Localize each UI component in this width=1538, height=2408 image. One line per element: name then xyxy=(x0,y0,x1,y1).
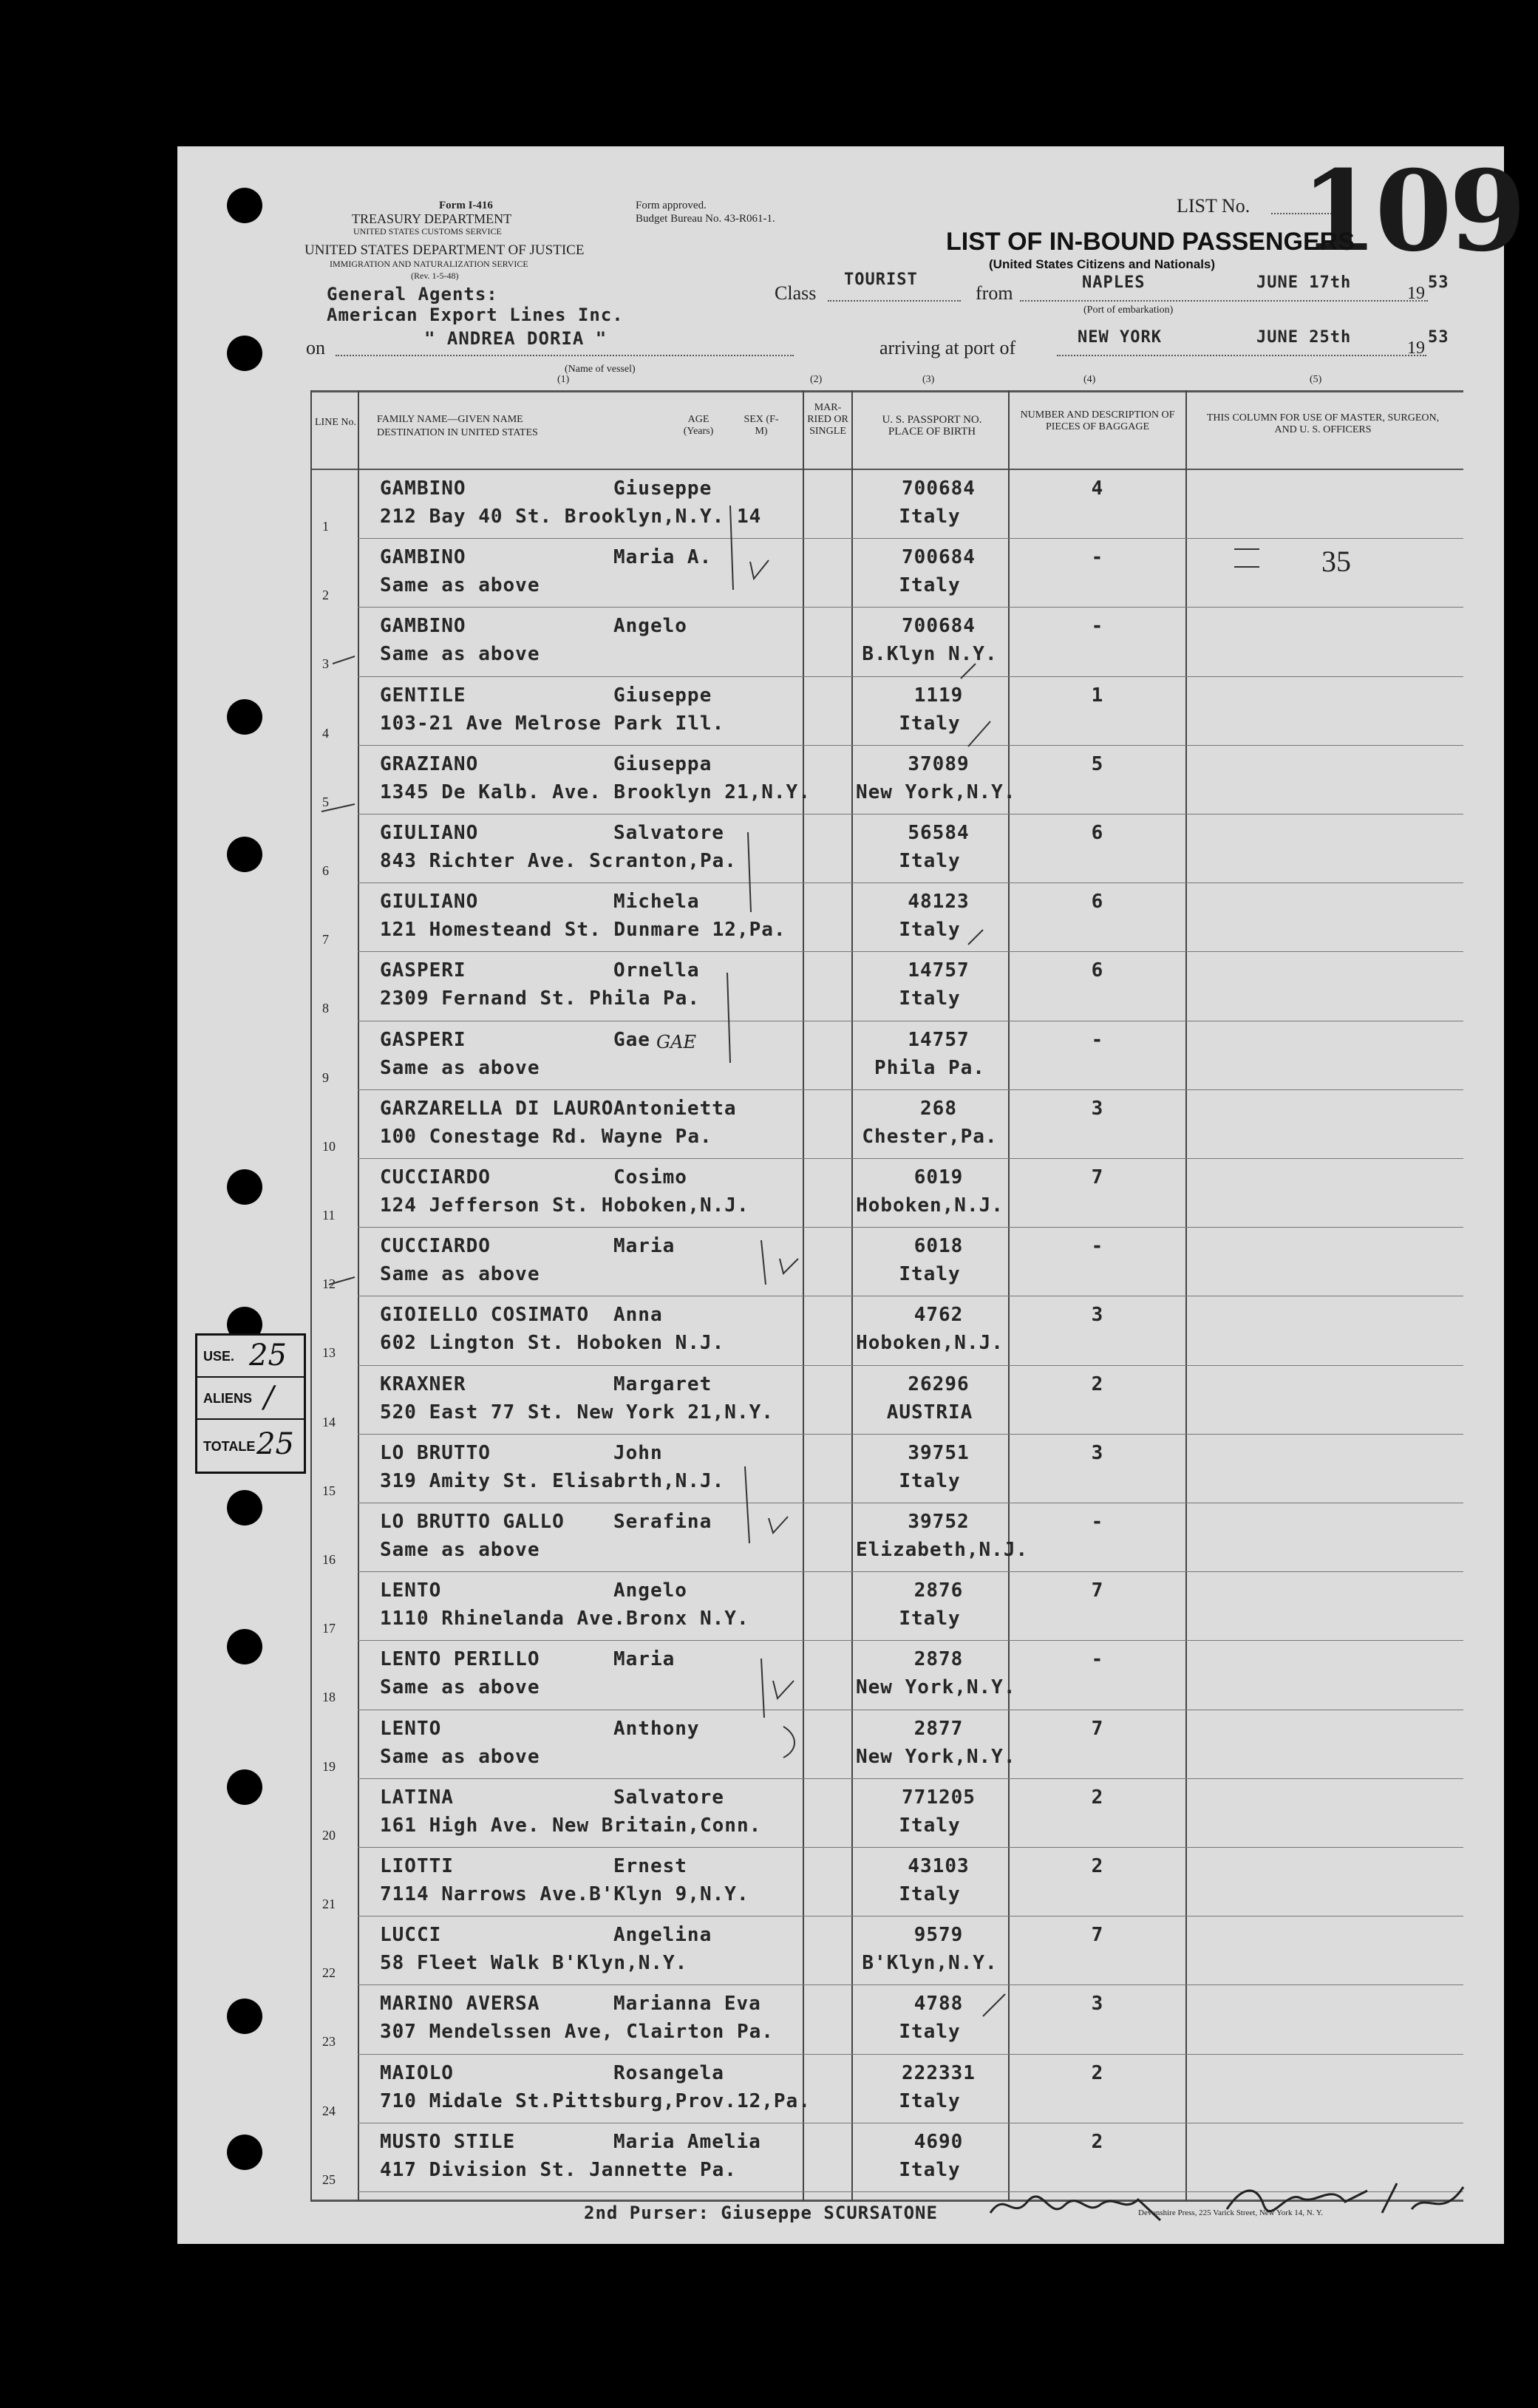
baggage-count: - xyxy=(1091,546,1104,569)
table-row xyxy=(177,470,1504,539)
family-name: GAMBINO xyxy=(380,477,466,500)
line-number: 16 xyxy=(322,1552,336,1567)
table-row xyxy=(177,1366,1504,1435)
place-of-birth: Italy xyxy=(899,1814,961,1837)
place-of-birth: Italy xyxy=(899,1263,961,1286)
arriving-label: arriving at port of xyxy=(879,337,1016,358)
manifest-page xyxy=(177,146,1524,2244)
given-name: Maria Amelia xyxy=(613,2130,761,2153)
place-of-birth: Italy xyxy=(899,506,961,528)
given-name: Salvatore xyxy=(613,1786,724,1809)
line-number: 4 xyxy=(322,725,329,741)
passport-number: 771205 xyxy=(902,1786,976,1809)
family-name: LO BRUTTO GALLO xyxy=(380,1511,565,1533)
family-name: MARINO AVERSA xyxy=(380,1993,540,2016)
tally-use-value: 25 xyxy=(249,1339,287,1373)
table-row xyxy=(177,1159,1504,1228)
table-row xyxy=(177,1641,1504,1710)
given-name: Anthony xyxy=(613,1717,700,1740)
passport-number: 4690 xyxy=(913,2130,964,2153)
family-name: LIOTTI xyxy=(380,1855,454,1877)
table-row xyxy=(177,1779,1504,1848)
table-top-rule xyxy=(310,390,1463,392)
line-number: 6 xyxy=(322,863,329,878)
table-row xyxy=(177,2055,1504,2123)
baggage-count: 3 xyxy=(1091,1097,1104,1120)
destination: 7114 Narrows Ave.B'Klyn 9,N.Y. xyxy=(380,1883,749,1905)
destination: 161 High Ave. New Britain,Conn. xyxy=(380,1814,762,1837)
on-label: on xyxy=(306,337,325,358)
destination: 602 Lington St. Hoboken N.J. xyxy=(380,1332,725,1355)
destination: 121 Homesteand St. Dunmare 12,Pa. xyxy=(380,919,786,942)
baggage-count: - xyxy=(1091,1648,1104,1671)
destination: 1345 De Kalb. Ave. Brooklyn 21,N.Y. xyxy=(380,780,811,803)
arrival-date: JUNE 25th xyxy=(1256,328,1352,347)
line-number: 24 xyxy=(322,2103,336,2118)
table-row xyxy=(177,1848,1504,1916)
embark-port: NAPLES xyxy=(1082,273,1146,292)
given-name: Ornella xyxy=(613,959,700,982)
manifest-title: LIST OF IN-BOUND PASSENGERS xyxy=(946,228,1355,256)
given-name: Maria xyxy=(613,1235,676,1258)
baggage-count: 6 xyxy=(1091,822,1104,844)
vessel-caption: (Name of vessel) xyxy=(565,364,636,375)
printer-credit: Devonshire Press, 225 Varick Street, New York 14, N. Y. xyxy=(1138,2208,1324,2217)
column-number-1: (1) xyxy=(557,374,570,385)
given-name: Giuseppa xyxy=(613,752,712,775)
baggage-header: NUMBER AND DESCRIPTION OF PIECES OF BAGGAGE xyxy=(1020,409,1175,432)
passport-number: 2876 xyxy=(913,1579,964,1602)
place-of-birth: New York,N.Y. xyxy=(856,1745,1016,1768)
line-number: 17 xyxy=(322,1621,336,1636)
age-header: AGE (Years) xyxy=(683,414,714,437)
binder-hole xyxy=(227,336,262,371)
destination: 124 Jefferson St. Hoboken,N.J. xyxy=(380,1194,749,1217)
destination: Same as above xyxy=(380,643,540,666)
given-name: Cosimo xyxy=(613,1166,687,1188)
column-number-3: (3) xyxy=(922,374,935,385)
line-number: 22 xyxy=(322,1965,336,1981)
table-row xyxy=(177,677,1504,746)
family-name: KRAXNER xyxy=(380,1373,466,1395)
tally-total-value: 25 xyxy=(256,1427,294,1461)
given-name: Maria xyxy=(613,1648,676,1671)
given-name: Salvatore xyxy=(613,822,724,844)
destination: Same as above xyxy=(380,1263,540,1286)
baggage-count: - xyxy=(1091,1511,1104,1533)
baggage-count: 7 xyxy=(1091,1166,1104,1188)
family-name: GIULIANO xyxy=(380,822,479,844)
from-label: from xyxy=(976,282,1013,304)
destination: 307 Mendelssen Ave, Clairton Pa. xyxy=(380,2021,774,2044)
passport-number: 2877 xyxy=(913,1717,964,1740)
baggage-count: 3 xyxy=(1091,1304,1104,1327)
class-label: Class xyxy=(775,282,817,304)
destination: 319 Amity St. Elisabrth,N.J. xyxy=(380,1469,725,1492)
destination: Same as above xyxy=(380,1539,540,1561)
general-agents: General Agents: xyxy=(327,284,498,305)
officers-header: THIS COLUMN FOR USE OF MASTER, SURGEON, AND U. S. OFFICERS xyxy=(1206,412,1440,435)
family-name: GIULIANO xyxy=(380,891,479,914)
purser-line: 2nd Purser: Giuseppe SCURSATONE xyxy=(584,2203,938,2223)
table-row xyxy=(177,1572,1504,1641)
baggage-count: 3 xyxy=(1091,1993,1104,2016)
sex-header: SEX (F-M) xyxy=(744,414,779,437)
baggage-count: 3 xyxy=(1091,1441,1104,1464)
tally-aliens-value: / xyxy=(264,1381,274,1415)
baggage-count: - xyxy=(1091,1028,1104,1051)
married-header: MAR- RIED OR SINGLE xyxy=(807,402,848,437)
passport-number: 39751 xyxy=(908,1441,970,1464)
place-of-birth: AUSTRIA xyxy=(886,1401,973,1424)
justice-label: UNITED STATES DEPARTMENT OF JUSTICE xyxy=(304,242,585,258)
line-number: 18 xyxy=(322,1690,336,1705)
place-of-birth: Italy xyxy=(899,850,961,872)
tally-aliens-label: ALIENS xyxy=(203,1391,253,1406)
family-name: LUCCI xyxy=(380,1924,442,1947)
family-name: GENTILE xyxy=(380,684,466,707)
row-separator xyxy=(358,2191,1008,2192)
line-number: 2 xyxy=(322,588,329,603)
place-of-birth: Elizabeth,N.J. xyxy=(856,1539,1029,1561)
vessel-name: " ANDREA DORIA " xyxy=(424,328,608,349)
tally-total-row xyxy=(197,1420,304,1472)
destination: 520 East 77 St. New York 21,N.Y. xyxy=(380,1401,774,1424)
given-name: Anna xyxy=(613,1304,663,1327)
line-number: 15 xyxy=(322,1483,336,1498)
place-of-birth: Italy xyxy=(899,2089,961,2112)
vessel-dots xyxy=(336,355,794,356)
place-of-birth: New York,N.Y. xyxy=(856,780,1016,803)
line-number: 20 xyxy=(322,1827,336,1843)
given-name: Michela xyxy=(613,891,700,914)
line-number: 21 xyxy=(322,1897,336,1911)
embark-caption: (Port of embarkation) xyxy=(1083,305,1174,316)
line-number: 5 xyxy=(322,794,329,809)
line-number: 14 xyxy=(322,1414,336,1429)
table-row xyxy=(177,539,1504,608)
given-name: Angelina xyxy=(613,1924,712,1947)
passport-number: 2878 xyxy=(913,1648,964,1671)
passport-number: 700684 xyxy=(902,546,976,569)
tally-total-label: TOTALE xyxy=(203,1439,256,1454)
place-of-birth: B'Klyn,N.Y. xyxy=(862,1952,998,1975)
destination: 1110 Rhinelanda Ave.Bronx N.Y. xyxy=(380,1608,749,1630)
destination: 212 Bay 40 St. Brooklyn,N.Y. 14 xyxy=(380,506,762,528)
officer-mark: 35 xyxy=(1321,545,1351,578)
baggage-count: 2 xyxy=(1091,1373,1104,1395)
officer-signature xyxy=(983,2169,1486,2235)
family-name: LENTO xyxy=(380,1579,442,1602)
table-row xyxy=(177,1503,1504,1572)
given-name: Antonietta xyxy=(613,1097,737,1120)
arrival-year: 53 xyxy=(1428,328,1449,347)
family-name: CUCCIARDO xyxy=(380,1235,491,1258)
table-row xyxy=(177,1228,1504,1296)
family-name: LATINA xyxy=(380,1786,454,1809)
destination: 417 Division St. Jannette Pa. xyxy=(380,2158,737,2181)
destination: 100 Conestage Rd. Wayne Pa. xyxy=(380,1125,712,1148)
line-number: 25 xyxy=(322,2171,336,2187)
from-dots xyxy=(1020,300,1428,302)
ins-label: IMMIGRATION AND NATURALIZATION SERVICE xyxy=(330,259,528,269)
family-name: GIOIELLO COSIMATO xyxy=(380,1304,590,1327)
table-row xyxy=(177,1021,1504,1090)
given-name: Maria A. xyxy=(613,546,712,569)
destination: Same as above xyxy=(380,1676,540,1699)
rev-label: (Rev. 1-5-48) xyxy=(411,271,459,281)
destination-header: DESTINATION IN UNITED STATES xyxy=(377,427,538,438)
place-of-birth: Italy xyxy=(899,1608,961,1630)
family-name: GAMBINO xyxy=(380,615,466,638)
given-name: Gae xyxy=(613,1028,650,1051)
line-number: 10 xyxy=(322,1138,336,1154)
passport-number: 6019 xyxy=(913,1166,964,1188)
baggage-count: 6 xyxy=(1091,959,1104,982)
family-name: GASPERI xyxy=(380,959,466,982)
baggage-count: 2 xyxy=(1091,1855,1104,1877)
family-name: MAIOLO xyxy=(380,2061,454,2084)
name-header: FAMILY NAME—GIVEN NAME xyxy=(377,414,523,425)
line-number: 11 xyxy=(322,1208,336,1222)
family-name: LENTO PERILLO xyxy=(380,1648,540,1671)
given-name: Giuseppe xyxy=(613,477,712,500)
baggage-count: - xyxy=(1091,1235,1104,1258)
place-of-birth: Italy xyxy=(899,919,961,942)
line-number: 8 xyxy=(322,1001,329,1016)
table-row xyxy=(177,1090,1504,1159)
place-of-birth: Italy xyxy=(899,2021,961,2044)
family-name: GRAZIANO xyxy=(380,752,479,775)
place-of-birth: B.Klyn N.Y. xyxy=(862,643,998,666)
treasury-label: TREASURY DEPARTMENT xyxy=(352,211,512,226)
place-of-birth: New York,N.Y. xyxy=(856,1676,1016,1699)
tally-box xyxy=(195,1333,306,1474)
baggage-count: 7 xyxy=(1091,1717,1104,1740)
agents-company: American Export Lines Inc. xyxy=(327,305,624,325)
table-row xyxy=(177,1985,1504,2054)
baggage-count: 2 xyxy=(1091,1786,1104,1809)
baggage-count: 2 xyxy=(1091,2130,1104,2153)
baggage-count: 7 xyxy=(1091,1924,1104,1947)
line-number: 19 xyxy=(322,1758,336,1774)
table-row xyxy=(177,608,1504,676)
passport-header: U. S. PASSPORT NO. PLACE OF BIRTH xyxy=(882,414,982,438)
given-name: John xyxy=(613,1441,663,1464)
baggage-count: - xyxy=(1091,615,1104,638)
column-number-5: (5) xyxy=(1310,374,1322,385)
place-of-birth: Italy xyxy=(899,1469,961,1492)
line-no-header: LINE No. xyxy=(315,417,356,428)
embark-year: 53 xyxy=(1428,273,1449,292)
line-number: 12 xyxy=(322,1276,336,1292)
binder-hole xyxy=(227,188,262,223)
line-number: 3 xyxy=(322,656,329,672)
family-name: CUCCIARDO xyxy=(380,1166,491,1188)
given-name: Angelo xyxy=(613,615,687,638)
approved-label: Form approved. xyxy=(636,200,707,211)
baggage-count: 1 xyxy=(1091,684,1104,707)
class-dots xyxy=(828,300,961,302)
place-of-birth: Chester,Pa. xyxy=(862,1125,998,1148)
table-row xyxy=(177,814,1504,883)
given-name: Ernest xyxy=(613,1855,687,1877)
place-of-birth: Italy xyxy=(899,712,961,735)
family-name: GASPERI xyxy=(380,1028,466,1051)
place-of-birth: Hoboken,N.J. xyxy=(856,1332,1004,1355)
list-no-label: LIST No. xyxy=(1177,195,1251,217)
tally-use-row xyxy=(197,1336,304,1378)
destination: 58 Fleet Walk B'Klyn,N.Y. xyxy=(380,1952,688,1975)
place-of-birth: Italy xyxy=(899,2158,961,2181)
destination: 843 Richter Ave. Scranton,Pa. xyxy=(380,850,737,872)
passport-number: 14757 xyxy=(908,959,970,982)
family-name: LO BRUTTO xyxy=(380,1441,491,1464)
family-name: MUSTO STILE xyxy=(380,2130,516,2153)
table-row xyxy=(177,883,1504,952)
baggage-count: 4 xyxy=(1091,477,1104,500)
passport-number: 9579 xyxy=(913,1924,964,1947)
baggage-count: 5 xyxy=(1091,752,1104,775)
customs-label: UNITED STATES CUSTOMS SERVICE xyxy=(353,226,502,237)
passport-number: 700684 xyxy=(902,477,976,500)
passport-number: 700684 xyxy=(902,615,976,638)
embark-year-prefix: 19 xyxy=(1407,284,1425,303)
place-of-birth: Hoboken,N.J. xyxy=(856,1194,1004,1217)
given-name: Serafina xyxy=(613,1511,712,1533)
destination: Same as above xyxy=(380,574,540,597)
destination: 2309 Fernand St. Phila Pa. xyxy=(380,987,700,1010)
line-number: 23 xyxy=(322,2034,336,2050)
manifest-subtitle: (United States Citizens and Nationals) xyxy=(989,257,1216,271)
place-of-birth: Italy xyxy=(899,574,961,597)
column-number-2: (2) xyxy=(810,374,823,385)
destination: 103-21 Ave Melrose Park Ill. xyxy=(380,712,725,735)
baggage-count: 2 xyxy=(1091,2061,1104,2084)
place-of-birth: Italy xyxy=(899,1883,961,1905)
passport-number: 6018 xyxy=(913,1235,964,1258)
given-name: Marianna Eva xyxy=(613,1993,761,2016)
dash-mark xyxy=(1234,566,1259,568)
passport-number: 1119 xyxy=(913,684,964,707)
destination: 710 Midale St.Pittsburg,Prov.12,Pa. xyxy=(380,2089,811,2112)
family-name: GARZARELLA DI LAURO xyxy=(380,1097,614,1120)
line-number: 13 xyxy=(322,1345,336,1361)
destination: Same as above xyxy=(380,1745,540,1768)
dash-mark xyxy=(1234,548,1259,550)
baggage-count: 7 xyxy=(1091,1579,1104,1602)
form-number: Form I-416 xyxy=(439,200,493,211)
gae-handwritten-note: GAE xyxy=(656,1032,697,1052)
table-row xyxy=(177,1435,1504,1503)
table-row xyxy=(177,952,1504,1021)
baggage-count: 6 xyxy=(1091,891,1104,914)
table-row xyxy=(177,1296,1504,1365)
passport-number: 56584 xyxy=(908,822,970,844)
passport-number: 39752 xyxy=(908,1511,970,1533)
table-row xyxy=(177,1710,1504,1779)
tally-aliens-row xyxy=(197,1378,304,1420)
line-number: 9 xyxy=(322,1069,329,1085)
arrival-port: NEW YORK xyxy=(1078,328,1162,347)
destination: Same as above xyxy=(380,1056,540,1079)
passport-number: 37089 xyxy=(908,752,970,775)
given-name: Angelo xyxy=(613,1579,687,1602)
line-number: 7 xyxy=(322,932,329,948)
list-number-stamp: 109 xyxy=(1301,146,1524,276)
family-name: LENTO xyxy=(380,1717,442,1740)
table-row xyxy=(177,1916,1504,1985)
passport-number: 26296 xyxy=(908,1373,970,1395)
given-name: Rosangela xyxy=(613,2061,724,2084)
place-of-birth: Phila Pa. xyxy=(874,1056,985,1079)
passport-number: 4788 xyxy=(913,1993,964,2016)
passport-number: 14757 xyxy=(908,1028,970,1051)
class-value: TOURIST xyxy=(844,271,918,289)
tally-use-label: USE. xyxy=(203,1349,235,1364)
line-number: 1 xyxy=(322,519,329,534)
column-number-4: (4) xyxy=(1083,374,1096,385)
passport-number: 43103 xyxy=(908,1855,970,1877)
place-of-birth: Italy xyxy=(899,987,961,1010)
passport-number: 48123 xyxy=(908,891,970,914)
passport-number: 222331 xyxy=(902,2061,976,2084)
budget-label: Budget Bureau No. 43-R061-1. xyxy=(636,213,775,225)
embark-date: JUNE 17th xyxy=(1256,273,1352,292)
arrival-year-prefix: 19 xyxy=(1407,339,1425,358)
arrival-dots xyxy=(1057,355,1426,356)
given-name: Margaret xyxy=(613,1373,712,1395)
given-name: Giuseppe xyxy=(613,684,712,707)
passport-number: 4762 xyxy=(913,1304,964,1327)
family-name: GAMBINO xyxy=(380,546,466,569)
passport-number: 268 xyxy=(920,1097,957,1120)
table-row xyxy=(177,746,1504,814)
